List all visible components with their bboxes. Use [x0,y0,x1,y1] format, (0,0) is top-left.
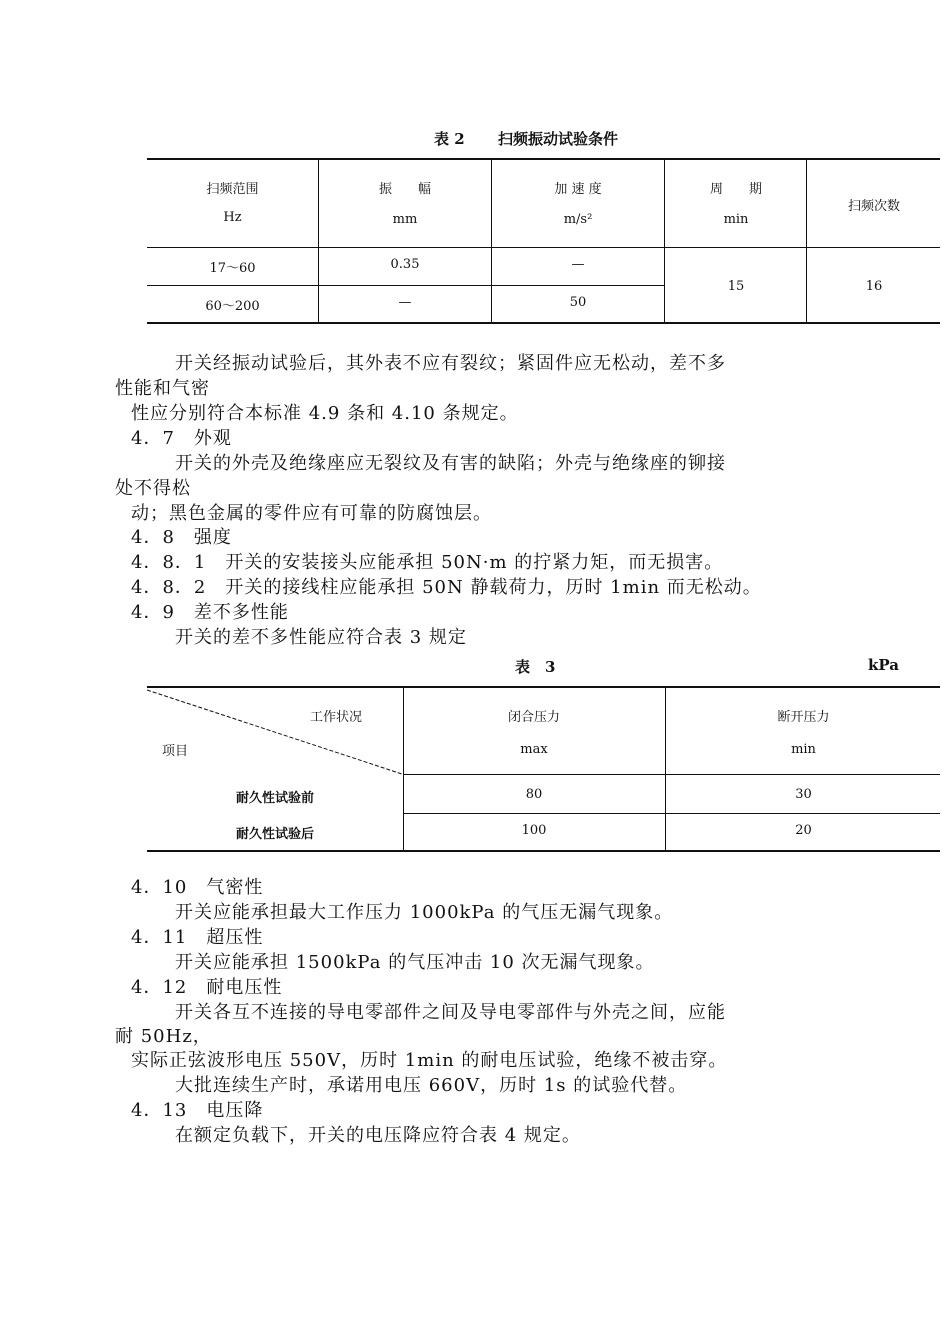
table2-top-rule [147,158,940,160]
table2-row2-amplitude: — [398,295,412,310]
paragraph-appearance-line2: 处不得松 [115,478,191,499]
table2-header-period-unit: min [723,212,749,227]
table3-header-rule [403,774,940,775]
table3-diagonal-line [147,686,404,776]
table3-row1-open: 30 [795,787,812,802]
table3-header-open-min: min [791,742,816,757]
table3-row1-close: 80 [525,787,543,802]
table2-caption-title: 扫频振动试验条件 [498,130,619,148]
table2-row1-amplitude: 0.35 [390,257,420,272]
table3-diag-working-state: 工作状况 [310,710,363,725]
table3-row-rule [403,813,940,814]
table2-col-divider [491,158,492,322]
heading-4-10: 4．10 气密性 [131,877,264,898]
paragraph-withstand-voltage-line3: 实际正弦波形电压 550V，历时 1min 的耐电压试验，绝缘不被击穿。 [131,1050,728,1071]
table2-row1-range: 17～60 [209,261,256,276]
table2-bottom-rule [147,322,940,324]
paragraph-overpressure: 开关应能承担 1500kPa 的气压冲击 10 次无漏气现象。 [175,952,655,973]
table3-diag-item: 项目 [162,744,189,759]
table2-row2-acceleration: 50 [569,295,587,310]
table3-header-close-max: max [520,742,548,757]
heading-4-11: 4．11 超压性 [131,927,264,948]
table2-header-range-unit: Hz [223,210,242,225]
table3-caption-number: 表 3 [515,658,556,676]
paragraph-withstand-voltage-line2: 耐 50Hz， [115,1026,212,1047]
table2-header-period: 周 期 [709,182,762,197]
table2-col-divider [318,158,319,322]
table2-period-value: 15 [727,279,745,294]
table2-sweeps-value: 16 [865,279,883,294]
table2-row1-acceleration: — [571,257,585,272]
table3-unit: kPa [868,656,899,674]
heading-4-7: 4．7 外观 [131,428,232,449]
table3-header-open-pressure: 断开压力 [777,710,830,725]
table2-row-rule [147,285,664,286]
table2-row2-range: 60～200 [205,299,260,314]
table3-col-divider [665,686,666,850]
heading-4-12: 4．12 耐电压性 [131,977,283,998]
paragraph-airtightness: 开关应能承担最大工作压力 1000kPa 的气压无漏气现象。 [175,902,674,923]
heading-4-9: 4．9 差不多性能 [131,602,289,623]
paragraph-withstand-voltage-line4: 大批连续生产时，承诺用电压 660V，历时 1s 的试验代替。 [175,1075,688,1096]
heading-4-8: 4．8 强度 [131,527,232,548]
table2-col-divider [664,158,665,322]
heading-4-8-1: 4．8．1 开关的安装接头应能承担 50N·m 的拧紧力矩，而无损害。 [131,552,724,573]
paragraph-voltage-drop: 在额定负载下，开关的电压降应符合表 4 规定。 [175,1125,581,1146]
table3-row2-label: 耐久性试验后 [235,827,314,842]
table3-header-close-pressure: 闭合压力 [507,710,560,725]
table3-bottom-rule [147,850,940,852]
paragraph-basic-performance: 开关的差不多性能应符合表 3 规定 [175,627,467,648]
table2-col-divider [806,158,807,322]
table3-row1-label: 耐久性试验前 [235,791,314,806]
paragraph-vibration-line3: 性应分别符合本标准 4.9 条和 4.10 条规定。 [131,403,519,424]
table2-header-amplitude-unit: mm [392,212,418,227]
paragraph-appearance-line1: 开关的外壳及绝缘座应无裂纹及有害的缺陷；外壳与绝缘座的铆接 [175,453,726,474]
heading-4-13: 4．13 电压降 [131,1100,264,1121]
paragraph-vibration-line1: 开关经振动试验后，其外表不应有裂纹；紧固件应无松动，差不多 [175,353,726,374]
table3-row2-close: 100 [521,823,547,838]
table3-row2-open: 20 [795,823,812,838]
table2-header-rule [147,247,940,248]
table2-caption-number: 表 2 [434,130,465,148]
table2-header-sweeps: 扫频次数 [847,199,900,214]
paragraph-withstand-voltage-line1: 开关各互不连接的导电零部件之间及导电零部件与外壳之间，应能 [175,1002,726,1023]
table2-header-acceleration: 加 速 度 [554,182,602,197]
table2-header-acceleration-unit: m/s² [563,212,593,227]
paragraph-appearance-line3: 动；黑色金属的零件应有可靠的防腐蚀层。 [131,503,492,524]
heading-4-8-2: 4．8．2 开关的接线柱应能承担 50N 静载荷力，历时 1min 而无松动。 [131,577,762,598]
paragraph-vibration-line2: 性能和气密 [115,378,210,399]
table2-header-amplitude: 振 幅 [378,182,431,197]
table2-header-range: 扫频范围 [206,182,259,197]
